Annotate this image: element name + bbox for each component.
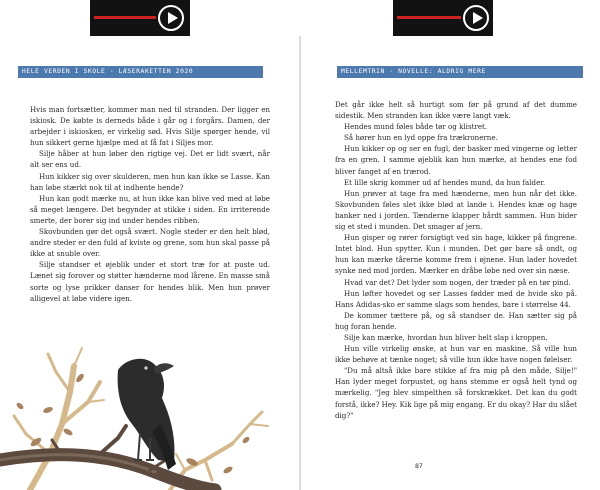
paragraph: Det går ikke helt så hurtigt som før på grund af det dumme sidestik. Men stranden kan ikke være langt væk. [335,100,577,121]
paragraph: De kommer tættere på, og så standser de. Han sætter sig på hug foran hende. [335,310,577,331]
audio-progress-bar[interactable] [397,16,461,19]
running-header: MELLEMTRIN · NOVELLE: ALDRIG MERE [337,66,583,78]
play-icon[interactable] [463,5,489,31]
paragraph: Hun kikker op og ser en fugl, der basker med vingerne og letter fra en gren. I samme øjeblik kan hun mærke, at hendes ene fod bliver fanget af en trærod. [335,144,577,176]
page-number: 87 [415,462,423,470]
crow-illustration [0,274,300,490]
audio-player-right[interactable] [393,0,493,36]
paragraph: Silje håber at hun løber den rigtige vej. Det er lidt svært, når alt ser ens ud. [30,149,270,170]
audio-player-left[interactable] [90,0,190,36]
crow [118,359,176,470]
play-icon[interactable] [158,5,184,31]
paragraph: Hun ville virkelig ønske, at hun var en maskine. Så ville hun ikke behøve at tænke noget; så ville hun ikke have nogen følelser. [335,344,577,365]
paragraph: Silje standser et øjeblik under et stort træ for at puste ud. Lænet sig forover og støtter hænderne mod lårene. En masse små sorte og lyse prikker danser for hendes blik. Men hun prøver alligevel at løbe videre igen. [30,260,270,303]
paragraph: Hendes mund føles både tør og klistret. [344,122,488,132]
paragraph: Hun prøver at tage fra med hænderne, men hun når det ikke. Skovbunden føles slet ikke blød at lande i. Hendes knæ og hage banker ned i jorden. Tænderne klapper hårdt sammen. Hun bider sig et sted i munden. Det smager af jern. [335,188,577,232]
paragraph: Hvad var det? Det lyder som nogen, der træder på en tør pind. [344,277,571,287]
paragraph: Silje kan mærke, hvordan hun bliver helt slap i kroppen. [344,332,548,342]
left-page [0,36,300,490]
paragraph: Skovbunden gør det også svært. Nogle steder er den helt blød, andre steder er den fuld af kviste og grene, som hun skal passe på ikke at snuble over. [30,227,270,259]
paragraph: Hun gisper og rører forsigtigt ved sin hage, kikker på fingrene. Intet blod. Hun spytter. Kun i munden. Det gør bare så ondt, og hun kan mærke tårerne komme frem i øjnene. Hun lader hovedet synke ned mod jorden. Mærker en dråbe løbe ned over sin næse. [335,233,577,276]
body-text [335,99,577,421]
paragraph: Så hører hun en lyd oppe fra trækronerne. [344,133,498,143]
running-header: HELE VERDEN I SKOLE · LÆSERAKETTEN 2020 [18,66,263,78]
paragraph: Hun kan godt mærke nu, at hun ikke kan blive ved med at løbe så meget længere. Det begynder at stikke i siden. En irriterende smerte, der borer sig ind under hendes ribben. [30,193,270,225]
paragraph: "Du må altså ikke bare stikke af fra mig på den måde, Silje!" Han lyder meget forpustet, og hans stemme er også helt tynd og mærkelig. "Jeg blev simpelthen så forskrækket. Det kan du godt forstå, ikke? Hey. Kik lige på mig engang. Er du okay? Har du slået dig?" [335,366,577,420]
right-page [301,36,600,490]
paragraph: Hun kikker sig over skulderen, men hun kan ikke se Lasse. Kan han løbe stærkt nok til at indhente hende? [30,171,270,192]
audio-progress-bar[interactable] [94,16,156,19]
paragraph: Et lille skrig kommer ud af hendes mund, da hun falder. [344,177,546,187]
paragraph: Hun løfter hovedet og ser Lasses fødder med de hvide sko på. Hans Adidas-sko er samme slags som hendes, bare i størrelse 44. [335,288,577,309]
paragraph: Hvis man fortsætter, kommer man ned til stranden. Der ligger en iskiosk. De købte is derneds både i går og i forgårs. Damen, der arbejder i iskiosken, er virkelig sød. Hvis Silje spørger hende, vil hun sikkert gerne hjælpe med at få fat i Siljes mor. [30,105,270,148]
